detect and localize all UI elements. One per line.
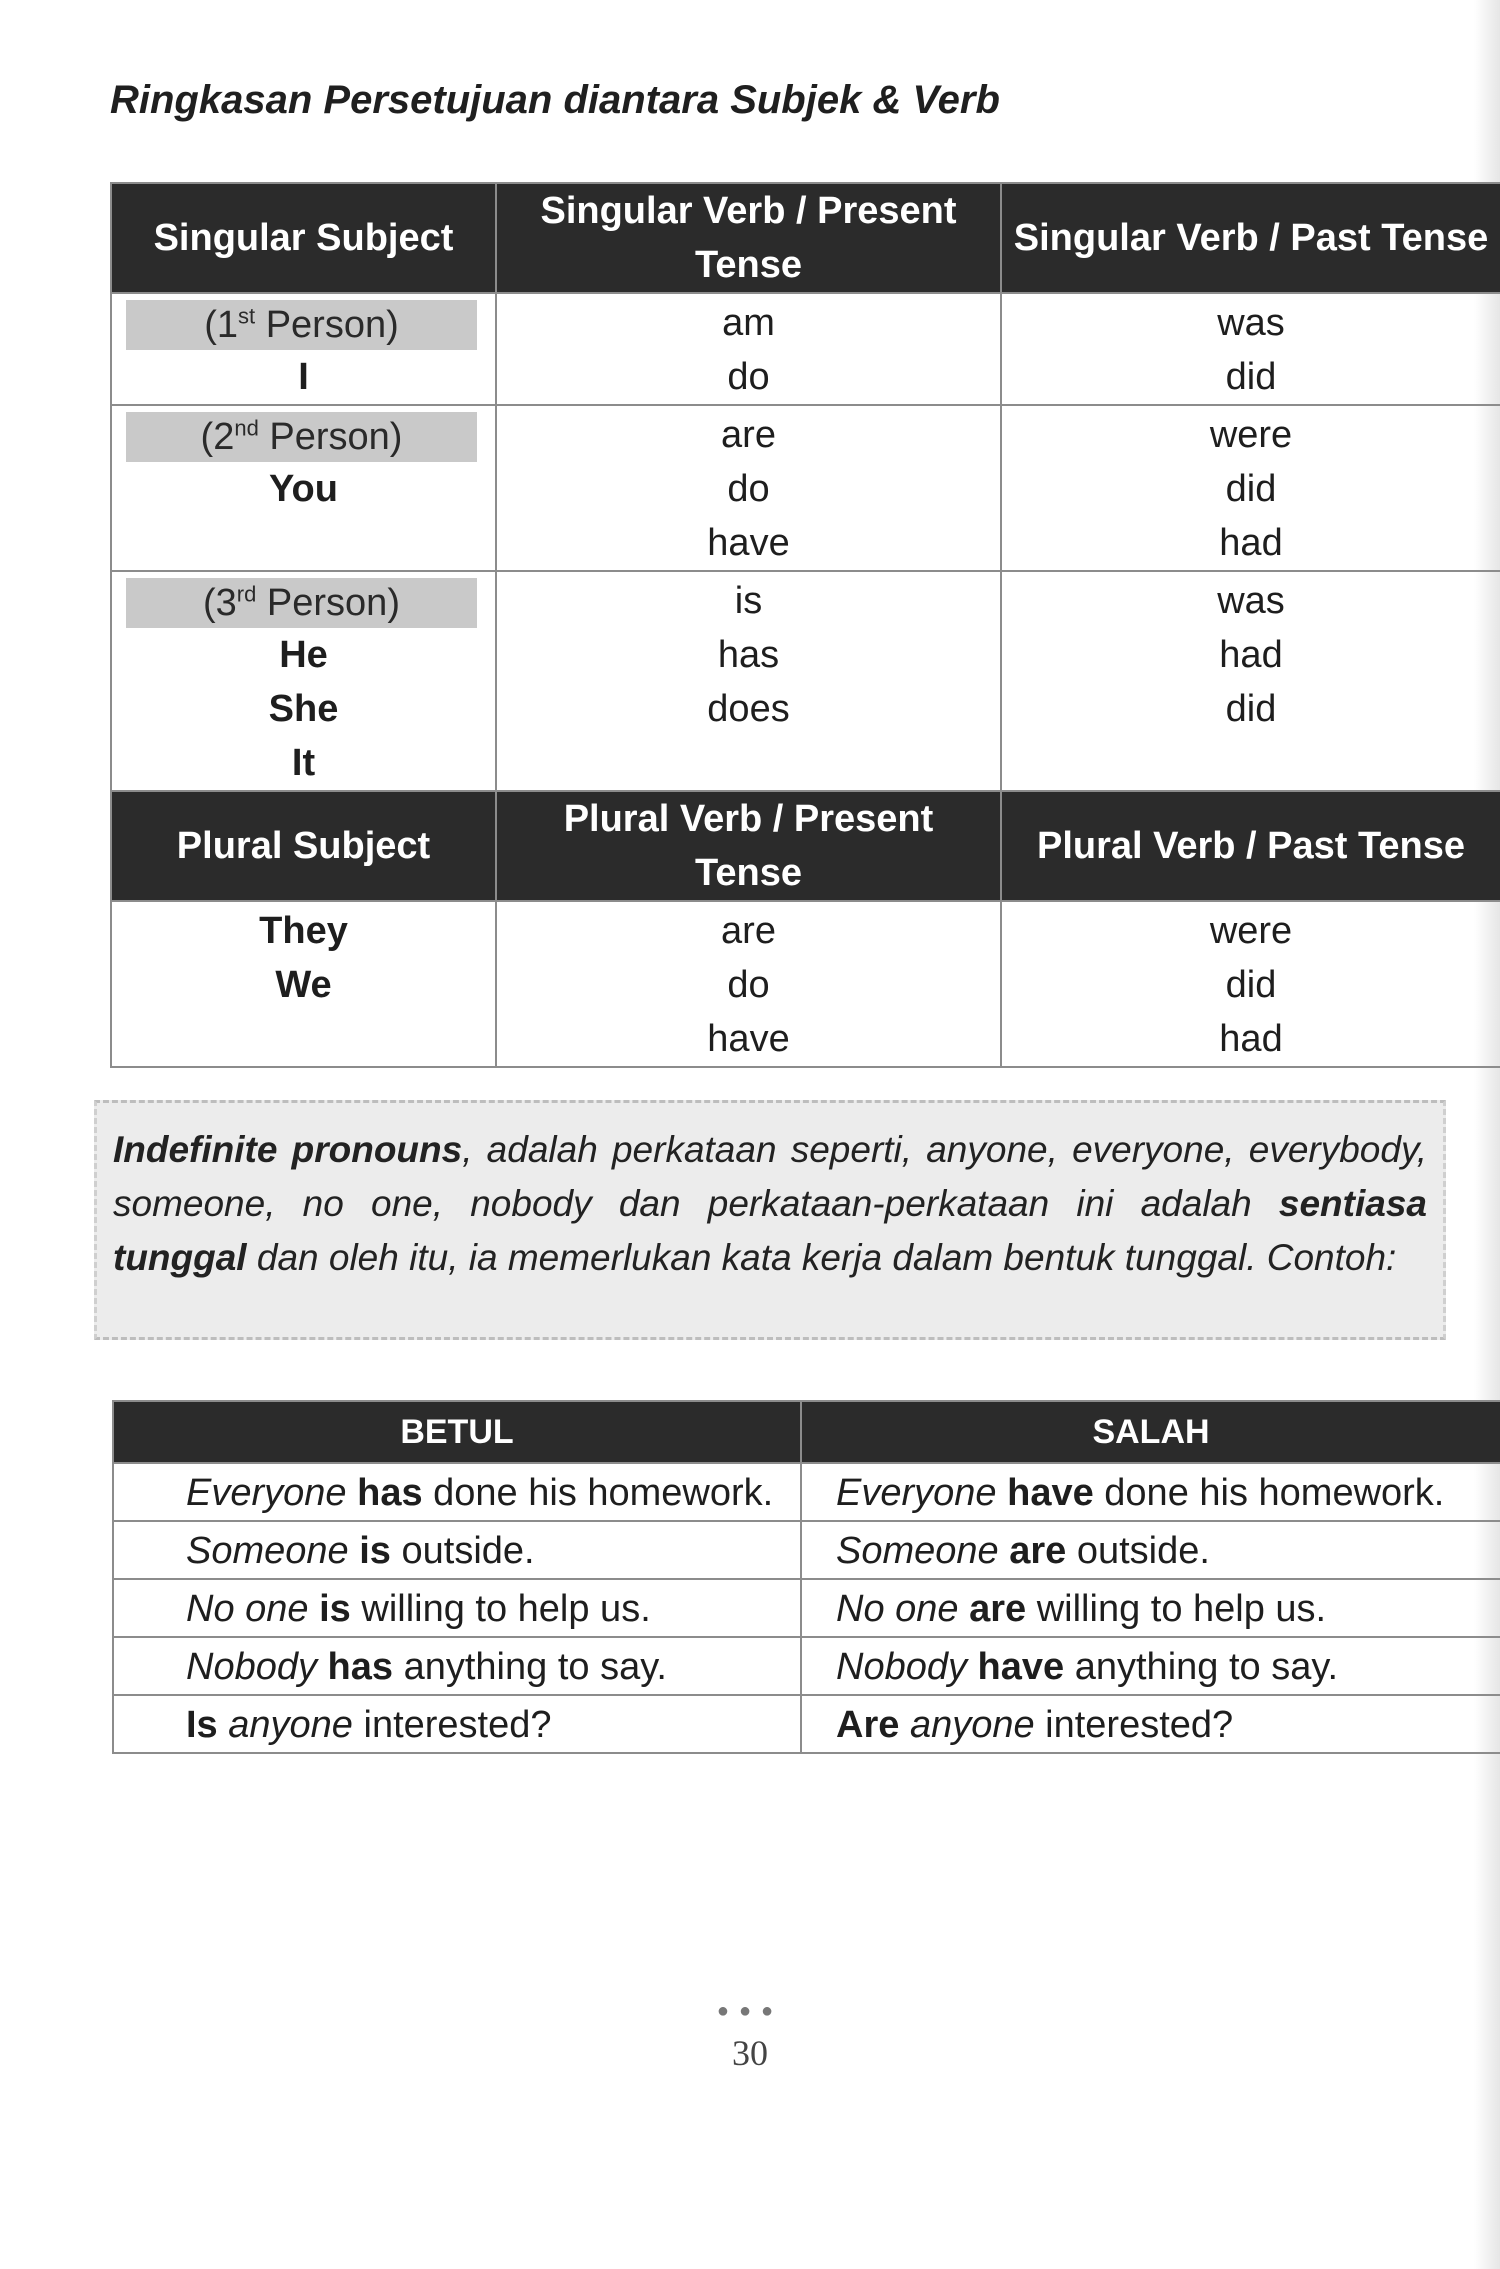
wrong-sentence: No one are willing to help us.: [801, 1579, 1500, 1637]
page-number: 30: [732, 2033, 768, 2073]
correct-sentence: Nobody has anything to say.: [113, 1637, 801, 1695]
first-person-present: [496, 293, 1001, 405]
third-person-subjects: [111, 571, 496, 791]
second-person-present: [496, 405, 1001, 571]
verb-word: are: [721, 910, 776, 952]
wrong-sentence: Nobody have anything to say.: [801, 1637, 1500, 1695]
example-row: [113, 1695, 1500, 1753]
plural-header-row: [111, 791, 1500, 901]
verb-word: had: [1219, 1018, 1283, 1060]
verb-word: are: [721, 414, 776, 456]
singular-header-row: [111, 183, 1500, 293]
page-title: Ringkasan Persetujuan diantara Subjek & Verb: [110, 78, 1000, 122]
verb-word: is: [734, 580, 763, 622]
header-singular-past: Singular Verb / Past Tense: [1001, 183, 1500, 293]
verb-word: do: [727, 964, 770, 1006]
example-row: [113, 1637, 1500, 1695]
correct-sentence: Is anyone interested?: [113, 1695, 801, 1753]
verb-word: had: [1219, 522, 1283, 564]
second-person-past: [1001, 405, 1500, 571]
subject-word: She: [268, 688, 339, 730]
plural-past: [1001, 901, 1500, 1067]
verb-word: did: [1225, 356, 1277, 398]
correct-sentence: Someone is outside.: [113, 1521, 801, 1579]
header-plural-subject: Plural Subject: [111, 791, 496, 901]
subject-word: He: [279, 634, 328, 676]
header-betul: BETUL: [113, 1401, 801, 1463]
third-person-present: [496, 571, 1001, 791]
note-emphasis: sentiasa tunggal: [113, 1183, 1427, 1278]
subject-word: They: [259, 910, 348, 952]
verb-word: were: [1209, 414, 1293, 456]
verb-word: have: [707, 1018, 790, 1060]
third-person-label: (3rd Person): [126, 578, 477, 628]
correct-sentence: No one is willing to help us.: [113, 1579, 801, 1637]
example-row: [113, 1579, 1500, 1637]
first-person-subjects: [111, 293, 496, 405]
second-person-label: (2nd Person): [126, 412, 477, 462]
subject-word: I: [298, 356, 309, 398]
note-lead: Indefinite pronouns: [113, 1129, 463, 1170]
verb-word: were: [1209, 910, 1293, 952]
note-text-part: , adalah perkataan seperti, anyone, everyone, everybody, someone, no one, nobody dan perkataan-perkataan ini adalah: [113, 1129, 1427, 1224]
subject-word: You: [269, 468, 338, 510]
second-person-subjects: [111, 405, 496, 571]
subject-verb-agreement-table: [110, 182, 1500, 1068]
example-header-row: [113, 1401, 1500, 1463]
first-person-past: [1001, 293, 1500, 405]
subject-word: It: [291, 742, 316, 784]
verb-word: did: [1225, 964, 1277, 1006]
first-person-label: (1st Person): [126, 300, 477, 350]
note-text-part: dan oleh itu, ia memerlukan kata kerja dalam bentuk tunggal. Contoh:: [246, 1237, 1397, 1278]
header-plural-past: Plural Verb / Past Tense: [1001, 791, 1500, 901]
verb-word: have: [707, 522, 790, 564]
header-singular-present: Singular Verb / Present Tense: [496, 183, 1001, 293]
indefinite-pronouns-note: [94, 1100, 1446, 1340]
verb-word: has: [717, 634, 780, 676]
subject-word: We: [275, 964, 332, 1006]
verb-word: do: [727, 356, 770, 398]
verb-word: do: [727, 468, 770, 510]
verb-word: had: [1219, 634, 1283, 676]
plural-row: [111, 901, 1500, 1067]
wrong-sentence: Someone are outside.: [801, 1521, 1500, 1579]
second-person-row: [111, 405, 1500, 571]
example-row: [113, 1521, 1500, 1579]
first-person-row: [111, 293, 1500, 405]
footer-dots: ●●●: [716, 2000, 784, 2022]
note-text: [113, 1123, 1427, 1285]
verb-word: am: [722, 302, 775, 344]
verb-word: did: [1225, 688, 1277, 730]
verb-word: was: [1217, 580, 1285, 622]
example-row: [113, 1463, 1500, 1521]
verb-word: does: [707, 688, 790, 730]
third-person-past: [1001, 571, 1500, 791]
wrong-sentence: Are anyone interested?: [801, 1695, 1500, 1753]
verb-word: was: [1217, 302, 1285, 344]
betul-salah-table: [112, 1400, 1500, 1754]
verb-word: did: [1225, 468, 1277, 510]
example-rows: [113, 1463, 1500, 1753]
third-person-row: [111, 571, 1500, 791]
header-plural-present: Plural Verb / Present Tense: [496, 791, 1001, 901]
correct-sentence: Everyone has done his homework.: [113, 1463, 801, 1521]
plural-present: [496, 901, 1001, 1067]
header-salah: SALAH: [801, 1401, 1500, 1463]
plural-subjects: [111, 901, 496, 1067]
wrong-sentence: Everyone have done his homework.: [801, 1463, 1500, 1521]
header-singular-subject: Singular Subject: [111, 183, 496, 293]
